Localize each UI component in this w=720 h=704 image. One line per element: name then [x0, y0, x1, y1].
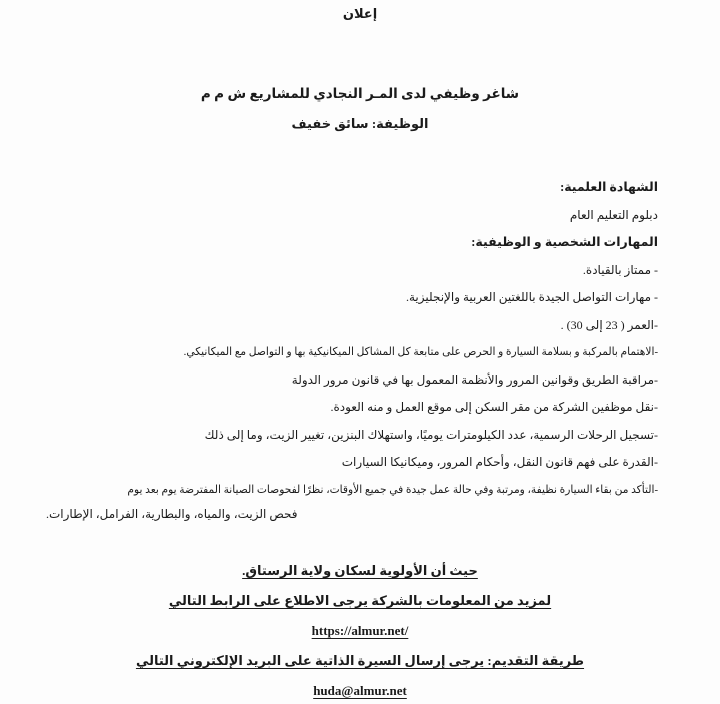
education-section-heading: الشهادة العلمية: [560, 180, 658, 194]
position-heading: الوظيفة: سائق خفيف [291, 116, 429, 131]
requirement-item: -العمر ( 23 إلى 30) . [560, 317, 658, 332]
website-link[interactable]: https://almur.net/ [311, 623, 409, 638]
requirement-item: -تسجيل الرحلات الرسمية، عدد الكيلومترات يوميًا، واستهلاك البنزين، تغيير الزيت، وما إلى ذلك [204, 427, 658, 442]
email-link[interactable]: huda@almur.net [313, 683, 407, 698]
footer-section [0, 556, 720, 704]
requirements-section [46, 174, 658, 524]
requirement-item: -الاهتمام بالمركبة و بسلامة السيارة و الحرص على متابعة كل المشاكل الميكانيكية بها و التواصل مع الميكانيكي. [183, 346, 658, 358]
apply-instruction: طريقة التقديم: يرجى إرسال السيرة الذاتية على البريد الإلكتروني التالي [135, 653, 585, 668]
priority-note: حيث أن الأولوية لسكان ولاية الرستاق. [242, 563, 478, 578]
requirement-item: - ممتاز بالقيادة. [582, 262, 658, 277]
document-title: إعلان [342, 6, 378, 21]
requirement-item-continuation: فحص الزيت، والمياه، والبطارية، الفرامل، الإطارات. [46, 507, 298, 521]
requirement-item: -التأكد من بقاء السيارة نظيفة، ومرتبة وفي حالة عمل جيدة في جميع الأوقات، نظرًا لفحوصات الصيانة المفترضة يوم بعد يوم [127, 483, 658, 496]
vacancy-heading: شاغر وظيفي لدى المـر النجادي للمشاريع ش م م [200, 86, 520, 101]
requirement-item: -مراقبة الطريق وقوانين المرور والأنظمة المعمول بها في قانون مرور الدولة [291, 372, 658, 387]
requirement-item: -نقل موظفين الشركة من مقر السكن إلى موقع العمل و منه العودة. [330, 400, 658, 414]
skills-section-heading: المهارات الشخصية و الوظيفية: [471, 235, 658, 249]
requirement-item: - مهارات التواصل الجيدة باللغتين العربية والإنجليزية. [405, 290, 658, 304]
requirement-item: -القدرة على فهم قانون النقل، وأحكام المرور، وميكانيكا السيارات [341, 455, 658, 469]
more-info-note: لمزيد من المعلومات بالشركة يرجى الاطلاع على الرابط التالي [168, 593, 552, 608]
education-value: دبلوم التعليم العام [569, 207, 658, 222]
